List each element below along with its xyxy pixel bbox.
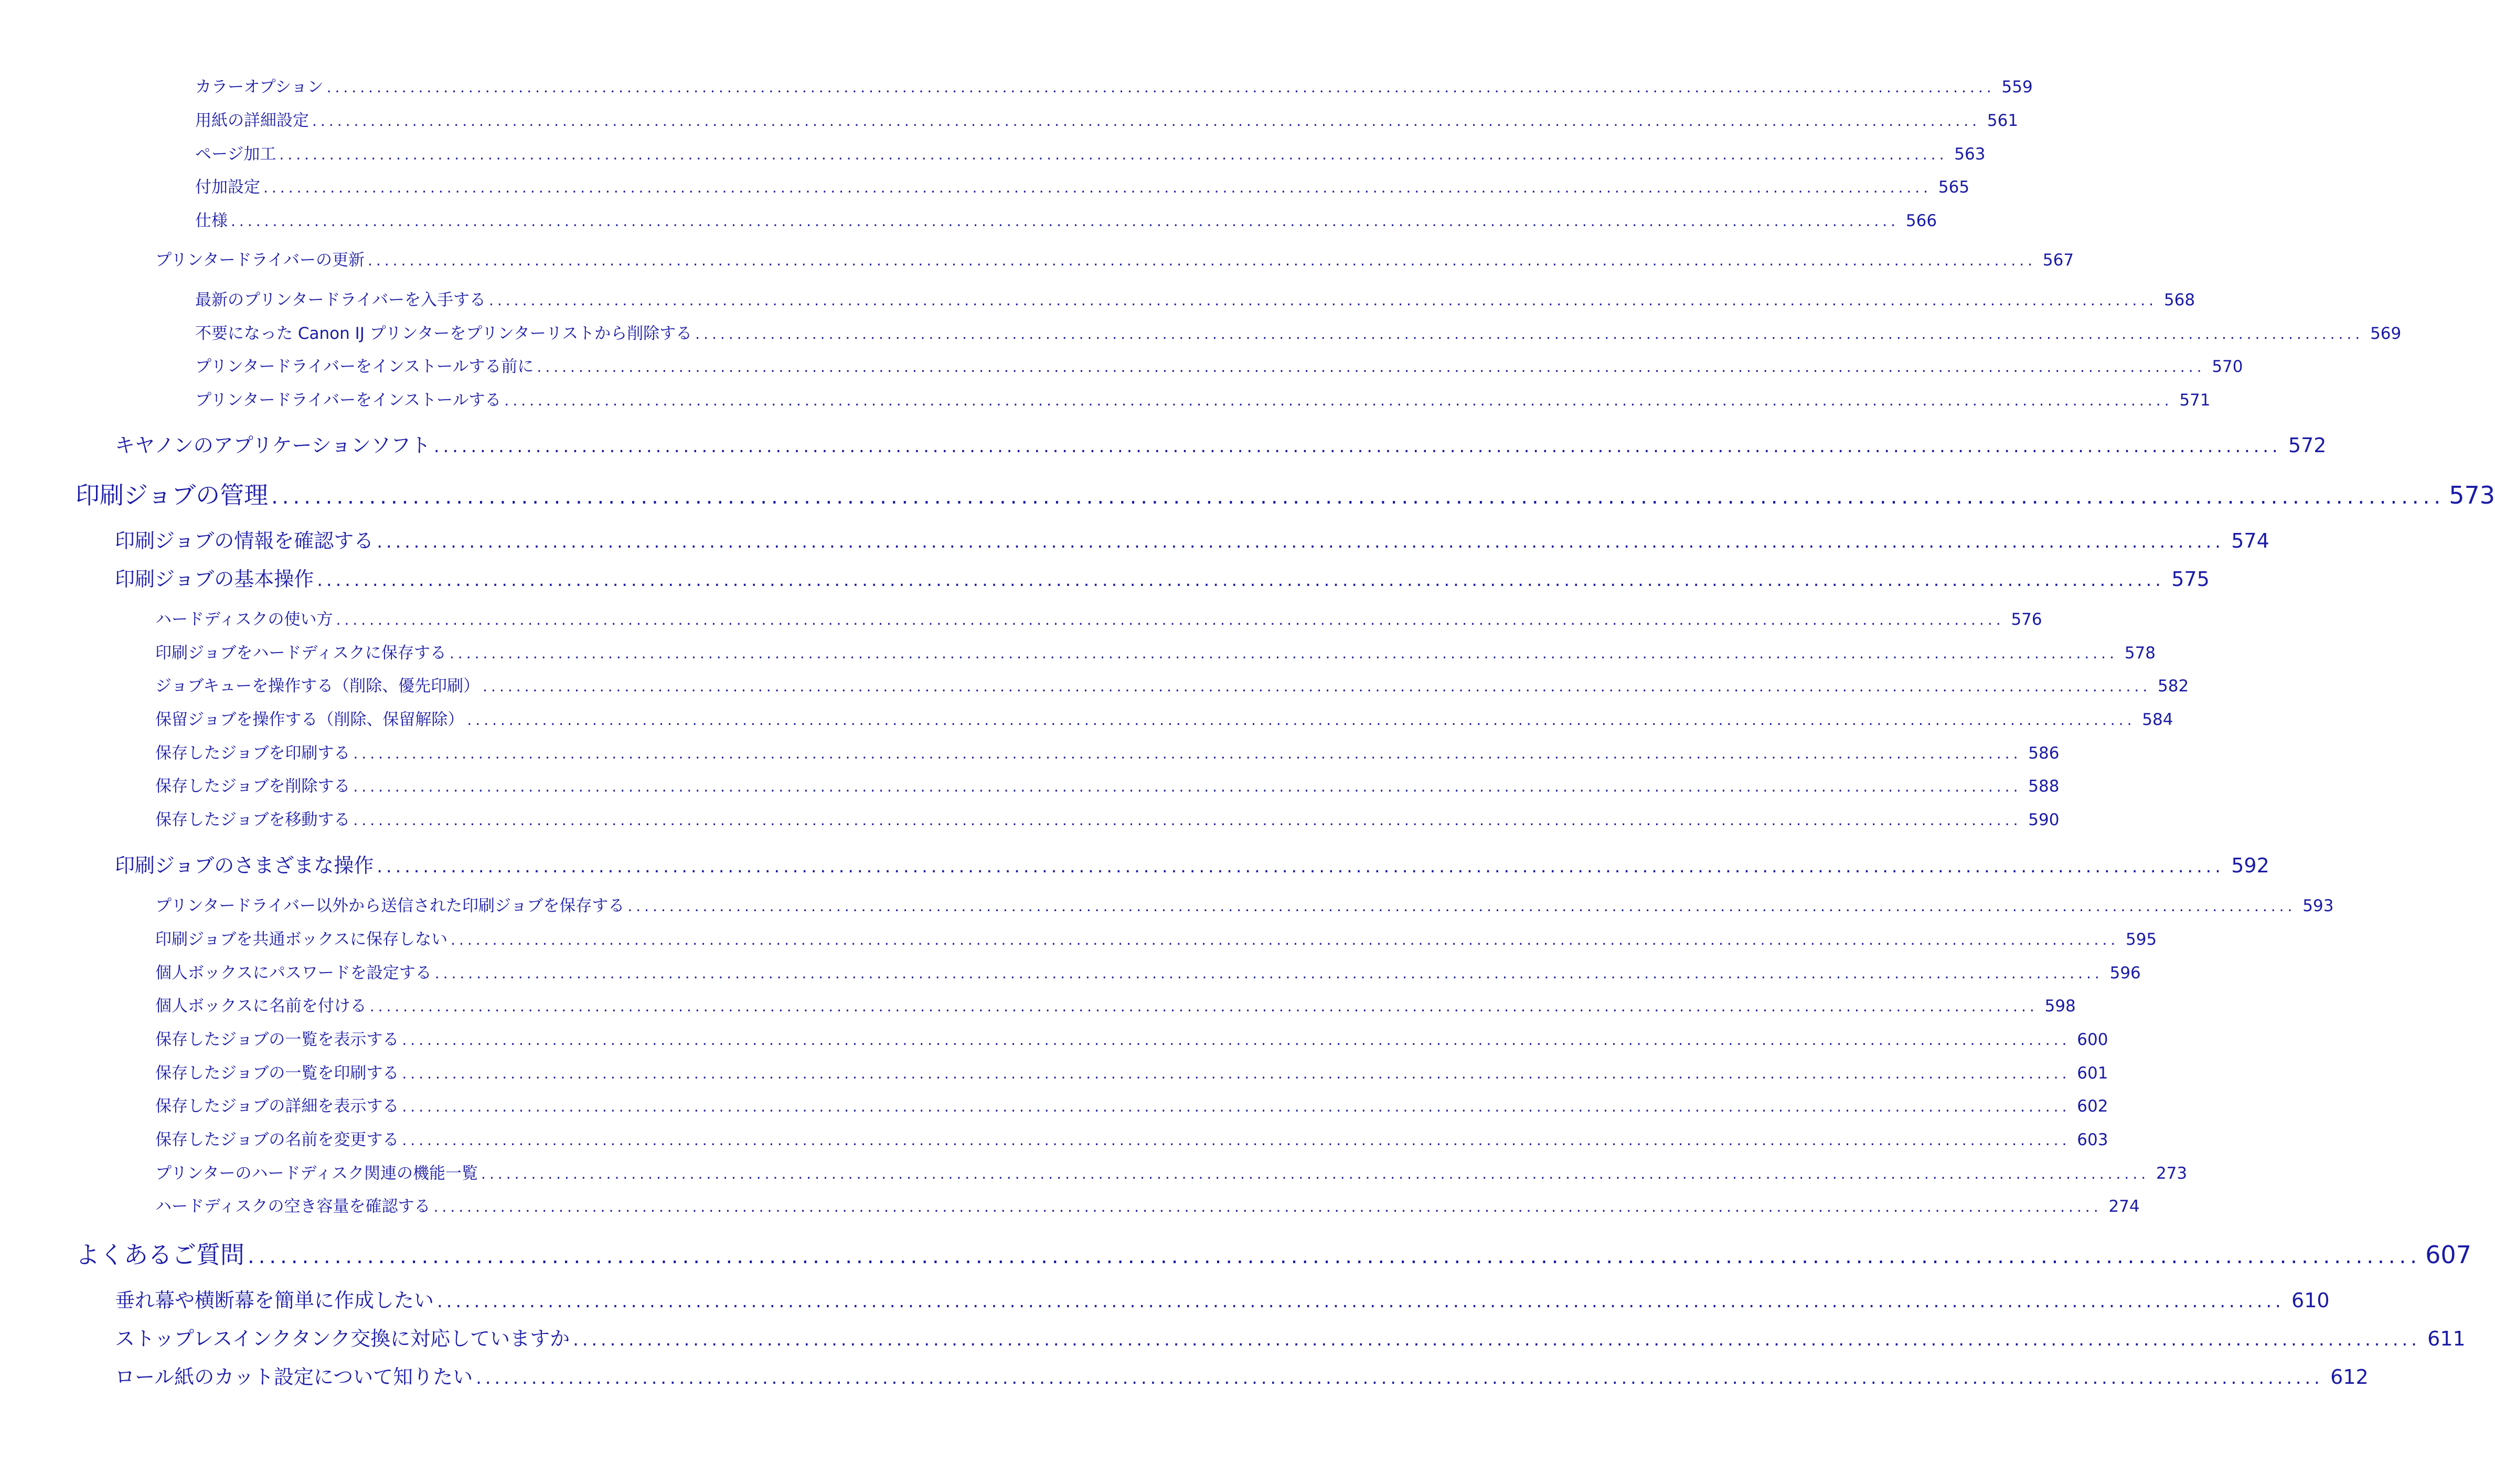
- toc-entry[interactable]: [155, 892, 2334, 916]
- toc-entry[interactable]: [155, 773, 2060, 796]
- toc-entry[interactable]: [155, 1126, 2108, 1150]
- toc-entry-title: ジョブキューを操作する（削除、優先印刷）: [155, 677, 480, 696]
- toc-entry-title: 仕様: [195, 211, 228, 230]
- toc-entry[interactable]: [155, 926, 2157, 949]
- toc-entry[interactable]: [115, 1322, 2466, 1351]
- dot-leader: ........................................................................................................................................................................................................: [367, 252, 2036, 269]
- dot-leader: ........................................................................................................................................................................................................: [573, 1329, 2421, 1350]
- toc-entry-page-number: 612: [2330, 1365, 2369, 1389]
- toc-entry-title: 保存したジョブを印刷する: [155, 744, 350, 763]
- toc-entry-page-number: 603: [2077, 1130, 2108, 1149]
- toc-entry-page-number: 571: [2179, 391, 2211, 410]
- dot-leader: ........................................................................................................................................................................................................: [279, 146, 1948, 163]
- dot-leader: ........................................................................................................................................................................................................: [433, 1198, 2102, 1215]
- toc-entry[interactable]: [195, 141, 1986, 164]
- toc-entry-page-number: 565: [1938, 178, 1970, 197]
- toc-entry-title: 付加設定: [195, 178, 260, 197]
- dot-leader: ........................................................................................................................................................................................................: [627, 898, 2296, 915]
- dot-leader: ........................................................................................................................................................................................................: [336, 611, 2004, 628]
- toc-entry[interactable]: [155, 639, 2156, 663]
- dot-leader: ........................................................................................................................................................................................................: [369, 998, 2038, 1015]
- toc-entry-page-number: 586: [2028, 744, 2060, 763]
- toc-entry-title: 個人ボックスに名前を付ける: [155, 997, 367, 1016]
- toc-entry[interactable]: [155, 1093, 2108, 1116]
- toc-entry[interactable]: [115, 1361, 2369, 1390]
- toc-entry-title: 不要になった Canon IJ プリンターをプリンターリストから削除する: [195, 324, 692, 343]
- toc-entry-page-number: 601: [2077, 1064, 2108, 1083]
- toc-entry-title: 用紙の詳細設定: [195, 111, 309, 130]
- toc-entry[interactable]: [155, 706, 2173, 730]
- dot-leader: ........................................................................................................................................................................................................: [377, 531, 2224, 552]
- toc-entry-page-number: 273: [2156, 1164, 2188, 1183]
- toc-entry-page-number: 561: [1987, 111, 2019, 130]
- toc-entry-page-number: 578: [2124, 644, 2156, 663]
- toc-entry-title: ハードディスクの使い方: [155, 610, 333, 629]
- toc-entry-title: 垂れ幕や横断幕を簡単に作成したい: [115, 1289, 434, 1312]
- toc-entry-title: プリンターのハードディスク関連の機能一覧: [155, 1164, 478, 1183]
- dot-leader: ........................................................................................................................................................................................................: [467, 711, 2136, 729]
- toc-entry-title: ページ加工: [195, 145, 276, 164]
- dot-leader: ........................................................................................................................................................................................................: [312, 112, 1981, 130]
- toc-entry-page-number: 274: [2108, 1197, 2140, 1216]
- dot-leader: ........................................................................................................................................................................................................: [402, 1131, 2071, 1149]
- dot-leader: ........................................................................................................................................................................................................: [481, 1165, 2150, 1182]
- dot-leader: ........................................................................................................................................................................................................: [231, 212, 1900, 230]
- dot-leader: ........................................................................................................................................................................................................: [263, 179, 1932, 196]
- toc-entry[interactable]: [155, 959, 2141, 983]
- toc-entry[interactable]: [155, 606, 2042, 629]
- toc-entry-title: 保存したジョブの名前を変更する: [155, 1130, 399, 1149]
- toc-entry-page-number: 575: [2171, 568, 2210, 591]
- toc-entry[interactable]: [115, 563, 2210, 592]
- dot-leader: ........................................................................................................................................................................................................: [433, 436, 2281, 457]
- toc-entry[interactable]: [115, 429, 2327, 458]
- toc-entry-title: 保存したジョブを移動する: [155, 810, 350, 829]
- toc-entry[interactable]: [76, 1236, 2471, 1271]
- toc-entry-title: 印刷ジョブの基本操作: [115, 568, 314, 591]
- toc-entry-title: キヤノンのアプリケーションソフト: [115, 434, 431, 457]
- toc-entry-title: 保存したジョブの詳細を表示する: [155, 1097, 399, 1116]
- toc-entry[interactable]: [195, 174, 1970, 197]
- dot-leader: ........................................................................................................................................................................................................: [353, 778, 2022, 795]
- toc-entry-title: ロール紙のカット設定について知りたい: [115, 1365, 473, 1389]
- toc-entry-page-number: 582: [2158, 677, 2189, 696]
- toc-entry-title: 保存したジョブの一覧を表示する: [155, 1030, 399, 1049]
- toc-entry-page-number: 607: [2425, 1241, 2471, 1269]
- toc-entry[interactable]: [195, 286, 2195, 310]
- toc-entry-page-number: 567: [2042, 251, 2074, 270]
- toc-entry-page-number: 602: [2077, 1097, 2108, 1116]
- dot-leader: ........................................................................................................................................................................................................: [451, 931, 2119, 948]
- toc-entry[interactable]: [155, 1060, 2108, 1083]
- dot-leader: ........................................................................................................................................................................................................: [377, 856, 2224, 877]
- toc-entry-title: 印刷ジョブを共通ボックスに保存しない: [155, 930, 448, 949]
- toc-entry[interactable]: [155, 672, 2189, 696]
- toc-entry[interactable]: [195, 73, 2033, 97]
- toc-entry[interactable]: [195, 320, 2402, 344]
- dot-leader: ........................................................................................................................................................................................................: [695, 325, 2364, 343]
- toc-entry-title: プリンタードライバーをインストールする前に: [195, 357, 534, 376]
- toc-entry[interactable]: [76, 476, 2495, 511]
- toc-entry-page-number: 611: [2427, 1327, 2466, 1350]
- toc-entry[interactable]: [155, 1193, 2140, 1216]
- toc-entry-page-number: 600: [2077, 1030, 2108, 1049]
- dot-leader: ........................................................................................................................................................................................................: [402, 1098, 2071, 1115]
- toc-entry-page-number: 570: [2212, 357, 2243, 376]
- toc-entry[interactable]: [195, 107, 2019, 131]
- dot-leader: ........................................................................................................................................................................................................: [537, 358, 2205, 376]
- dot-leader: ........................................................................................................................................................................................................: [449, 645, 2118, 662]
- toc-entry-page-number: 592: [2231, 854, 2269, 877]
- toc-entry-page-number: 569: [2370, 324, 2402, 343]
- toc-entry-title: プリンタードライバーの更新: [155, 251, 365, 270]
- toc-entry-page-number: 574: [2231, 529, 2269, 552]
- toc-entry[interactable]: [115, 1284, 2330, 1313]
- toc-entry[interactable]: [115, 525, 2269, 553]
- toc-entry-page-number: 584: [2142, 710, 2173, 729]
- toc-entry-page-number: 595: [2125, 930, 2157, 949]
- toc-entry-page-number: 598: [2044, 997, 2076, 1016]
- toc-entry-title: 最新のプリンタードライバーを入手する: [195, 291, 486, 309]
- toc-entry-title: 保存したジョブを削除する: [155, 777, 350, 796]
- toc-entry-page-number: 566: [1905, 211, 1937, 230]
- toc-entry-title: プリンタードライバー以外から送信された印刷ジョブを保存する: [155, 896, 625, 915]
- toc-entry-title: 保留ジョブを操作する（削除、保留解除）: [155, 710, 464, 729]
- toc-entry-title: 印刷ジョブの情報を確認する: [115, 529, 374, 552]
- toc-entry-title: ストップレスインクタンク交換に対応していますか: [115, 1327, 570, 1350]
- toc-entry-page-number: 572: [2288, 434, 2327, 457]
- toc-entry[interactable]: [115, 849, 2269, 878]
- toc-entry-page-number: 559: [2001, 78, 2033, 97]
- toc-entry-title: 個人ボックスにパスワードを設定する: [155, 964, 432, 983]
- dot-leader: ........................................................................................................................................................................................................: [402, 1065, 2071, 1082]
- dot-leader: ........................................................................................................................................................................................................: [488, 292, 2158, 309]
- dot-leader: ........................................................................................................................................................................................................: [353, 812, 2022, 829]
- toc-entry-page-number: 576: [2011, 610, 2042, 629]
- toc-entry-title: カラーオプション: [195, 78, 324, 97]
- toc-entry[interactable]: [155, 806, 2060, 830]
- toc-entry[interactable]: [155, 247, 2074, 270]
- toc-entry-page-number: 588: [2028, 777, 2060, 796]
- toc-entry-page-number: 573: [2449, 481, 2495, 509]
- toc-entry[interactable]: [155, 1160, 2188, 1183]
- toc-entry[interactable]: [195, 353, 2243, 377]
- toc-entry-title: プリンタードライバーをインストールする: [195, 391, 502, 410]
- dot-leader: ........................................................................................................................................................................................................: [317, 570, 2165, 591]
- toc-entry[interactable]: [155, 1026, 2108, 1050]
- dot-leader: ........................................................................................................................................................................................................: [402, 1031, 2071, 1049]
- dot-leader: ........................................................................................................................................................................................................: [476, 1368, 2323, 1389]
- toc-entry-page-number: 593: [2302, 896, 2334, 915]
- toc-entry[interactable]: [155, 992, 2076, 1016]
- toc-entry[interactable]: [195, 387, 2211, 410]
- toc-entry-title: 印刷ジョブのさまざまな操作: [115, 854, 374, 877]
- toc-entry-title: よくあるご質問: [76, 1241, 244, 1269]
- dot-leader: ........................................................................................................................................................................................................: [353, 745, 2022, 762]
- toc-entry-page-number: 568: [2163, 291, 2195, 309]
- dot-leader: ........................................................................................................................................................................................................: [326, 79, 1995, 96]
- toc-entry-page-number: 590: [2028, 810, 2060, 829]
- toc-entry-title: ハードディスクの空き容量を確認する: [155, 1197, 431, 1216]
- toc-entry-page-number: 596: [2109, 964, 2141, 983]
- toc-entry-title: 保存したジョブの一覧を印刷する: [155, 1064, 399, 1083]
- dot-leader: ........................................................................................................................................................................................................: [483, 678, 2151, 695]
- dot-leader: ........................................................................................................................................................................................................: [434, 965, 2103, 982]
- dot-leader: ........................................................................................................................................................................................................: [437, 1291, 2285, 1312]
- dot-leader: ........................................................................................................................................................................................................: [504, 392, 2173, 409]
- dot-leader: ........................................................................................................................................................................................................: [248, 1244, 2421, 1268]
- dot-leader: ........................................................................................................................................................................................................: [271, 485, 2445, 509]
- toc-entry-title: 印刷ジョブの管理: [76, 481, 269, 509]
- toc-entry[interactable]: [155, 740, 2060, 763]
- toc-entry[interactable]: [195, 207, 1937, 231]
- toc-entry-page-number: 610: [2291, 1289, 2330, 1312]
- toc-entry-title: 印刷ジョブをハードディスクに保存する: [155, 644, 446, 663]
- toc-entry-page-number: 563: [1954, 145, 1986, 164]
